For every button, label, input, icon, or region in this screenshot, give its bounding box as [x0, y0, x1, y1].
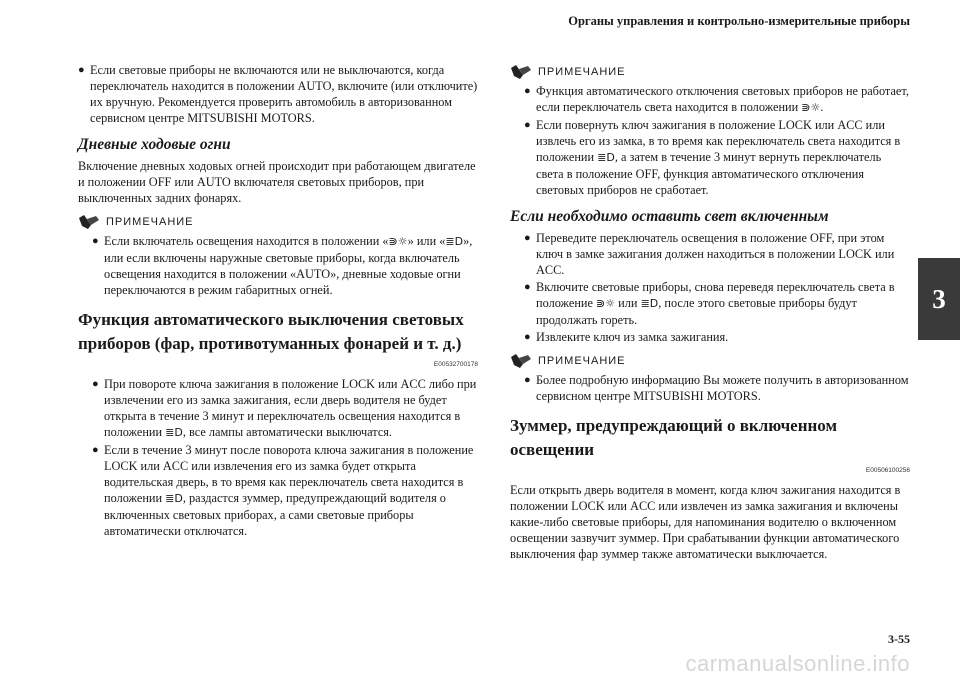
headlamp-icon: ≣D: [597, 151, 615, 164]
position-light-icon: ⋑☼: [596, 297, 616, 310]
list-item: ● Если в течение 3 минут после поворота ключа зажигания в положение LOCK или ACC или извлечения его из замка будет открыта водительская дверь, в то время как переключатель света находится в положении ≣D, раздастся зуммер, предупреждающий водителя о включенных световых приборах, а сами световые приборы автоматически отключатся.: [92, 443, 474, 538]
left-column: [78, 62, 478, 540]
bullet-icon: ●: [524, 331, 531, 343]
bullet-icon: ●: [524, 85, 531, 97]
chapter-tab: 3: [918, 258, 960, 340]
bullet-icon: ●: [524, 119, 531, 131]
headlamp-icon: ≣D: [165, 426, 183, 439]
bullet-icon: ●: [524, 281, 531, 293]
bullet-icon: ●: [524, 232, 531, 244]
note-icon: [510, 353, 532, 369]
position-light-icon: ⋑☼: [388, 235, 408, 248]
right-column: [510, 62, 910, 564]
note-icon: [510, 64, 532, 80]
paragraph: Если открыть дверь водителя в момент, когда ключ зажигания находится в положении LOCK или ACC или извлечен из замка зажигания и включены какие-либо световые приборы, для напоминания водителю о включенном освещении зазвучит зуммер. При срабатывании функции автоматического выключения фар зуммер также автоматически выключается.: [510, 483, 901, 561]
watermark: carmanualsonline.info: [685, 651, 910, 676]
bullet-icon: ●: [78, 64, 85, 76]
list-item: ● Более подробную информацию Вы можете получить в авторизованном сервисном центре MITSUBISHI MOTORS.: [524, 373, 909, 403]
section-heading-keep-lights: Если необходимо оставить свет включенным: [510, 208, 829, 225]
paragraph: Включение дневных ходовых огней происходит при работающем двигателе и положении OFF или AUTO включателя световых приборов, при выключенных задних фонарях.: [78, 159, 476, 205]
list-item: ● Переведите переключатель освещения в положение OFF, при этом ключ в замке зажигания должен находиться в положении LOCK или ACC.: [524, 231, 895, 277]
note-header: ПРИМЕЧАНИЕ: [78, 214, 478, 230]
note-header: ПРИМЕЧАНИЕ: [510, 64, 910, 80]
page-number: 3-55: [888, 632, 910, 646]
list-item: ● Включите световые приборы, снова переведя переключатель света в положение ⋑☼ или ≣D, после этого световые приборы будут продолжать гореть.: [524, 280, 895, 327]
headlamp-icon: ≣D: [640, 297, 659, 310]
headlamp-icon: ≣D: [445, 235, 464, 248]
headlamp-icon: ≣D: [165, 492, 183, 505]
section-code: E00532700178: [433, 361, 478, 368]
bullet-icon: ●: [92, 378, 99, 390]
page-header: Органы управления и контрольно-измерительные приборы: [568, 14, 910, 28]
note-icon: [78, 214, 100, 230]
list-item: ● При повороте ключа зажигания в положение LOCK или ACC либо при извлечении его из замка зажигания, если дверь водителя не будет открыта в течение 3 минут и переключатель освещения находится в положении ≣D, все лампы автоматически выключатся.: [92, 377, 477, 439]
list-item: ● Если световые приборы не включаются или не выключаются, когда переключатель находится в положении AUTO, включите (или отключите) их вручную. Рекомендуется проверить автомобиль в авторизованном сервисном центре MITSUBISHI MOTORS.: [78, 63, 478, 125]
position-light-icon: ⋑☼: [801, 101, 821, 114]
bullet-icon: ●: [92, 444, 99, 456]
bullet-icon: ●: [92, 235, 99, 247]
section-heading-buzzer: Зуммер, предупреждающий о включенном освещении: [510, 416, 838, 459]
section-heading-drl: Дневные ходовые огни: [78, 136, 231, 153]
list-item: ● Если включатель освещения находится в положении «⋑☼» или «≣D», или если включены наружные световые приборы, когда включатель освещения находится в положении «AUTO», дневные ходовые огни переключаются в режим габаритных огней.: [92, 234, 473, 297]
list-item: ● Если повернуть ключ зажигания в положение LOCK или ACC или извлечь его из замка, в то время как переключатель света находится в положении ≣D, а затем в течение 3 минут вернуть переключатель света в положение OFF, функция автоматического отключения световых приборов не сработает.: [524, 118, 901, 197]
bullet-icon: ●: [524, 374, 531, 386]
section-code: E00506100256: [865, 467, 910, 474]
note-header: ПРИМЕЧАНИЕ: [510, 353, 910, 369]
list-item: ● Функция автоматического отключения световых приборов не работает, если переключатель света находится в положении ⋑☼.: [524, 84, 909, 114]
section-heading-auto-off: Функция автоматического выключения световых приборов (фар, противотуманных фонарей и т. д.): [78, 310, 464, 353]
list-item: ● Извлеките ключ из замка зажигания.: [524, 330, 729, 344]
